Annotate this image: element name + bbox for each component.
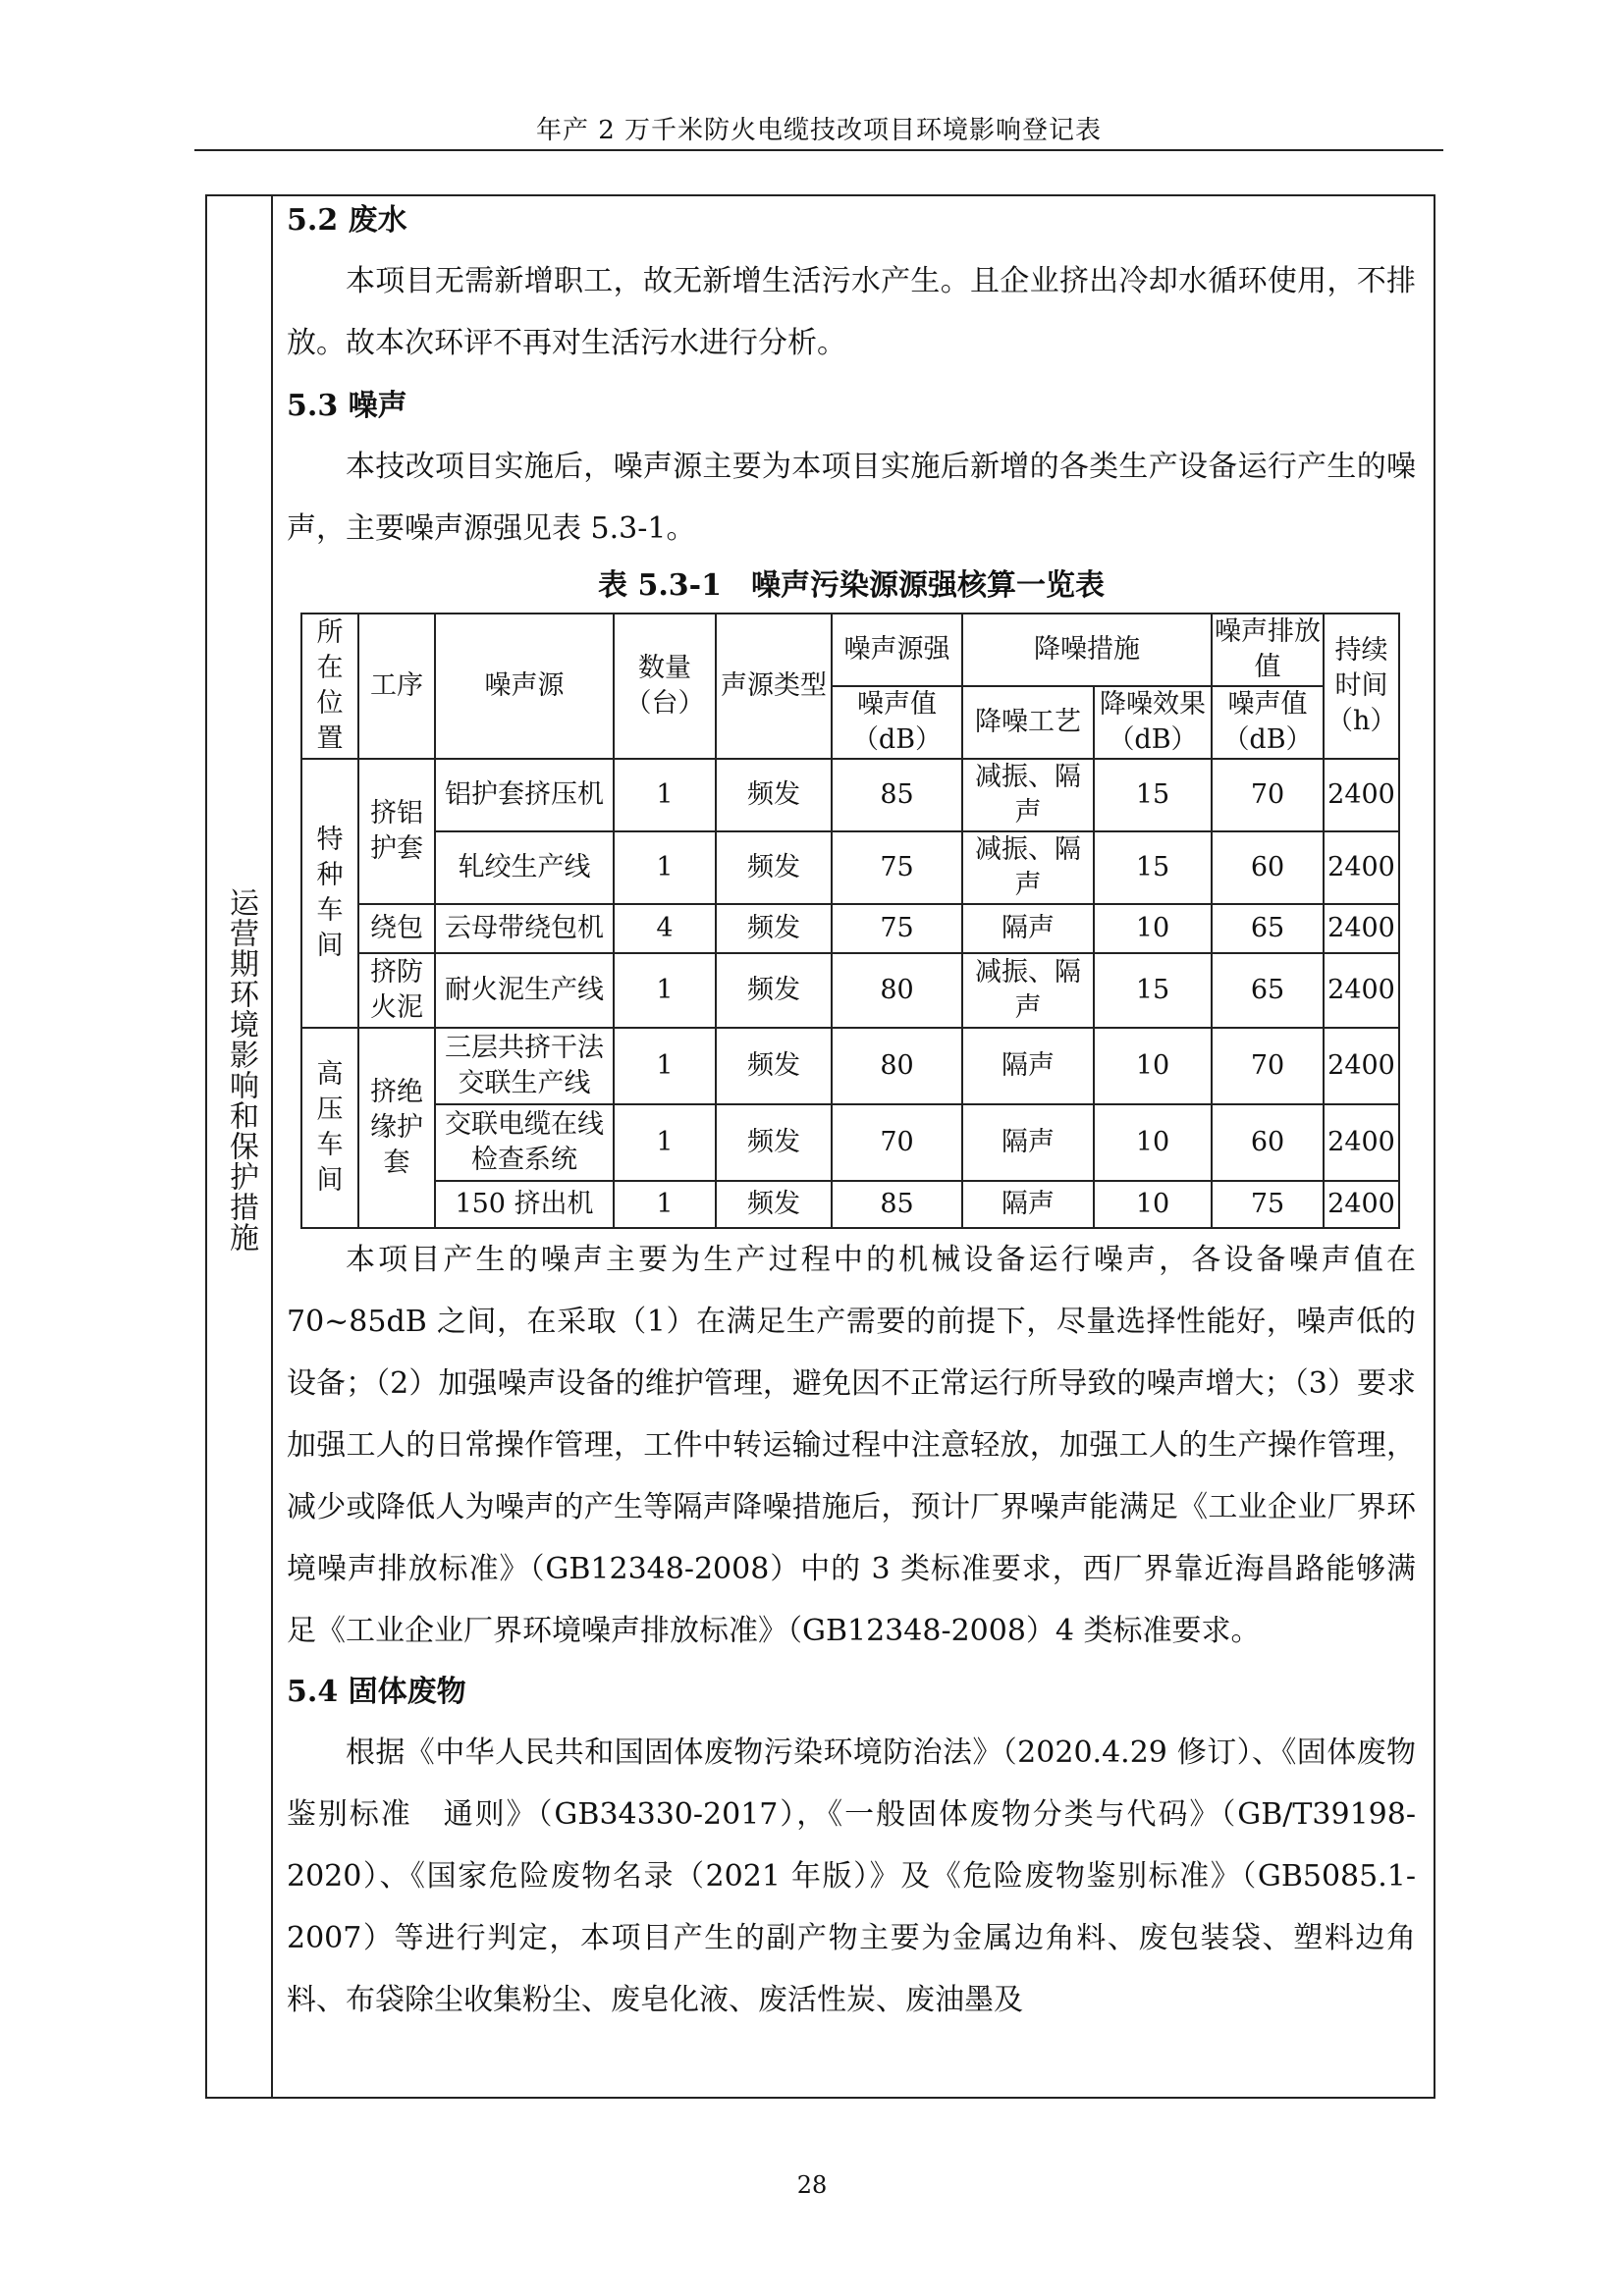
table-row [301, 1104, 1399, 1181]
table-title: 表 5.3-1 噪声污染源源强核算一览表 [598, 568, 1105, 603]
emission-cell: 75 [1212, 1181, 1324, 1228]
process-cell: 挤防火泥 [358, 953, 435, 1028]
header-effect: 降噪效果（dB） [1094, 686, 1212, 759]
source-cell: 云母带绕包机 [435, 904, 614, 953]
emission-cell: 70 [1212, 1028, 1324, 1104]
type-cell: 频发 [716, 904, 832, 953]
technique-cell: 减振、隔声 [962, 831, 1094, 904]
technique-cell: 隔声 [962, 1028, 1094, 1104]
header-duration: 持续时间（h） [1324, 614, 1399, 759]
effect-cell: 10 [1094, 1181, 1212, 1228]
header-quantity: 数量（台） [614, 614, 716, 759]
header-location: 所在位置 [301, 614, 358, 759]
hours-cell: 2400 [1324, 1104, 1399, 1181]
header-source-strength: 噪声源强 [832, 614, 962, 686]
source-cell: 铝护套挤压机 [435, 759, 614, 831]
header-technique: 降噪工艺 [962, 686, 1094, 759]
source-cell: 耐火泥生产线 [435, 953, 614, 1028]
type-cell: 频发 [716, 1104, 832, 1181]
hours-cell: 2400 [1324, 1181, 1399, 1228]
paragraph-noise-measures: 本项目产生的噪声主要为生产过程中的机械设备运行噪声，各设备噪声值在 70~85dB 之间，在采取（1）在满足生产需要的前提下，尽量选择性能好，噪声低的设备；（2）加强噪声设备的维护管理，避免因不正常运行所导致的噪声增大；（3）要求加强工人的日常操作管理，工件中转运输过程中注意轻放，加强工人的生产操作管理，减少或降低人为噪声的产生等隔声降噪措施后，预计厂界噪声能满足《工业企业厂界环境噪声排放标准》（GB12348-2008）中的 3 类标准要求，西厂界靠近海昌路能够满足《工业企业厂界环境噪声排放标准》（GB12348-2008）4 类标准要求。 [287, 1243, 1416, 1648]
process-cell: 挤绝缘护套 [358, 1028, 435, 1228]
technique-cell: 隔声 [962, 1181, 1094, 1228]
header-noise-value: 噪声值（dB） [832, 686, 962, 759]
effect-cell: 10 [1094, 1028, 1212, 1104]
effect-cell: 10 [1094, 904, 1212, 953]
header-emission-value: 噪声值（dB） [1212, 686, 1324, 759]
qty-cell: 1 [614, 953, 716, 1028]
section-heading-5-2: 5.2 废水 [287, 203, 407, 238]
hours-cell: 2400 [1324, 759, 1399, 831]
technique-cell: 隔声 [962, 904, 1094, 953]
hours-cell: 2400 [1324, 831, 1399, 904]
emission-cell: 60 [1212, 831, 1324, 904]
value-cell: 70 [832, 1104, 962, 1181]
technique-cell: 隔声 [962, 1104, 1094, 1181]
location-cell: 高压车间 [301, 1028, 358, 1228]
value-cell: 80 [832, 953, 962, 1028]
type-cell: 频发 [716, 759, 832, 831]
source-cell: 三层共挤干法交联生产线 [435, 1028, 614, 1104]
effect-cell: 15 [1094, 953, 1212, 1028]
type-cell: 频发 [716, 1181, 832, 1228]
effect-cell: 15 [1094, 759, 1212, 831]
hours-cell: 2400 [1324, 953, 1399, 1028]
technique-cell: 减振、隔声 [962, 953, 1094, 1028]
side-label: 运营期环境影响和保护措施 [224, 887, 258, 1253]
header-source-type: 声源类型 [716, 614, 832, 759]
emission-cell: 65 [1212, 953, 1324, 1028]
table-row [301, 1181, 1399, 1228]
header-emission: 噪声排放值 [1212, 614, 1324, 686]
value-cell: 75 [832, 904, 962, 953]
emission-cell: 65 [1212, 904, 1324, 953]
location-cell: 特种车间 [301, 759, 358, 1028]
qty-cell: 1 [614, 759, 716, 831]
qty-cell: 1 [614, 1181, 716, 1228]
header-measures: 降噪措施 [962, 614, 1212, 686]
qty-cell: 4 [614, 904, 716, 953]
section-heading-5-3: 5.3 噪声 [287, 389, 407, 423]
frame-divider [271, 194, 273, 2099]
hours-cell: 2400 [1324, 1028, 1399, 1104]
effect-cell: 15 [1094, 831, 1212, 904]
effect-cell: 10 [1094, 1104, 1212, 1181]
source-cell: 150 挤出机 [435, 1181, 614, 1228]
type-cell: 频发 [716, 1028, 832, 1104]
source-cell: 交联电缆在线检查系统 [435, 1104, 614, 1181]
process-cell: 绕包 [358, 904, 435, 953]
page-header-title: 年产 2 万千米防火电缆技改项目环境影响登记表 [535, 116, 1103, 145]
qty-cell: 1 [614, 1104, 716, 1181]
value-cell: 85 [832, 1181, 962, 1228]
table-row [301, 759, 1399, 831]
emission-cell: 70 [1212, 759, 1324, 831]
page-number: 28 [796, 2171, 828, 2199]
technique-cell: 减振、隔声 [962, 759, 1094, 831]
table-row [301, 1028, 1399, 1104]
type-cell: 频发 [716, 953, 832, 1028]
table-row [301, 953, 1399, 1028]
content-area [287, 196, 1416, 2031]
noise-source-table [300, 613, 1400, 1229]
value-cell: 80 [832, 1028, 962, 1104]
qty-cell: 1 [614, 831, 716, 904]
process-cell: 挤铝护套 [358, 759, 435, 904]
source-cell: 轧绞生产线 [435, 831, 614, 904]
qty-cell: 1 [614, 1028, 716, 1104]
header-process: 工序 [358, 614, 435, 759]
section-heading-5-4: 5.4 固体废物 [287, 1675, 466, 1709]
hours-cell: 2400 [1324, 904, 1399, 953]
paragraph-solid-waste: 根据《中华人民共和国固体废物污染环境防治法》（2020.4.29 修订）、《固体废物鉴别标准 通则》（GB34330-2017），《一般固体废物分类与代码》（GB/T39198-2020）、《国家危险废物名录（2021 年版）》及《危险废物鉴别标准》（GB5085.1-2007）等进行判定，本项目产生的副产物主要为金属边角料、废包装袋、塑料边角料、布袋除尘收集粉尘、废皂化液、废活性炭、废油墨及 [287, 1735, 1416, 2017]
type-cell: 频发 [716, 831, 832, 904]
value-cell: 75 [832, 831, 962, 904]
table-row [301, 904, 1399, 953]
paragraph-noise-intro: 本技改项目实施后，噪声源主要为本项目实施后新增的各类生产设备运行产生的噪声，主要噪声源强见表 5.3-1。 [287, 450, 1416, 546]
paragraph-wastewater: 本项目无需新增职工，故无新增生活污水产生。且企业挤出冷却水循环使用，不排放。故本次环评不再对生活污水进行分析。 [287, 264, 1416, 360]
emission-cell: 60 [1212, 1104, 1324, 1181]
header-source: 噪声源 [435, 614, 614, 759]
value-cell: 85 [832, 759, 962, 831]
table-row [301, 831, 1399, 904]
header-rule [194, 149, 1443, 151]
